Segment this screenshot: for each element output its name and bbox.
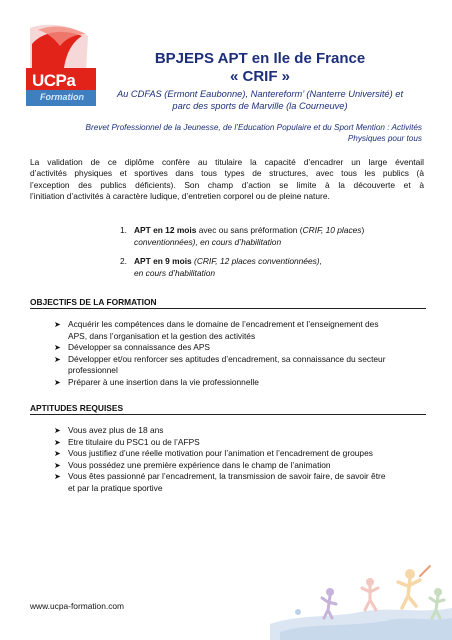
arrow-bullet-icon: ➤: [54, 343, 61, 353]
list-item: [54, 425, 426, 437]
footer-url: www.ucpa-formation.com: [30, 601, 125, 611]
arrow-bullet-icon: ➤: [54, 426, 61, 435]
intro-line: d’activités physiques et sportives dans tous types de structures, avec tous les publics (à: [30, 168, 424, 179]
arrow-bullet-icon: ➤: [54, 460, 61, 470]
document-title-line1: BPJEPS APT en Ile de France: [154, 50, 366, 67]
format-note: CRIF, 10 places: [302, 225, 362, 235]
list-item: [54, 471, 426, 494]
list-item-text: Développer sa connaissance des APS: [68, 342, 210, 353]
list-item: [54, 319, 426, 342]
locations-line2: parc des sports de Marville (la Courneuve): [172, 101, 348, 111]
list-item: [54, 437, 426, 449]
section-divider: [30, 414, 426, 415]
format-note: (CRIF, 12 places conventionnées),: [194, 256, 322, 266]
list-item: [54, 377, 426, 389]
list-item-text: Vous êtes passionné par l’encadrement, la transmission de savoir faire, de savoir être: [68, 471, 386, 482]
format-line2: conventionnées), en cours d’habilitation: [134, 236, 282, 247]
locations-line1: Au CDFAS (Ermont Eaubonne), Nantereform’ (Nanterre Université) et: [116, 89, 404, 99]
list-item-text: Vous avez plus de 18 ans: [68, 425, 164, 435]
brevet-line1: Brevet Professionnel de la Jeunesse, de l’Education Populaire et du Sport Mention : Activités: [85, 123, 422, 132]
list-item-text: Préparer à une insertion dans la vie professionnelle: [68, 376, 259, 387]
format-line1: [134, 225, 364, 237]
list-item: [54, 342, 426, 354]
format-number: 2.: [120, 256, 127, 266]
format-number: 1.: [120, 225, 127, 235]
list-item-text: et par la pratique sportive: [68, 482, 163, 493]
arrow-bullet-icon: ➤: [54, 354, 61, 364]
arrow-bullet-icon: ➤: [54, 472, 61, 482]
brevet-line2: Physiques pour tous: [347, 134, 422, 143]
logo-subtitle-text: Formation: [40, 92, 84, 102]
list-item-text: Vous possédez une première expérience dans le champ de l’animation: [68, 459, 331, 470]
objectifs-list: [54, 319, 426, 389]
format-line2: en cours d’habilitation: [134, 267, 216, 278]
list-item-text: Développer et/ou renforcer ses aptitudes d’encadrement, sa connaissance du secteur: [68, 353, 386, 364]
section-divider: [30, 308, 426, 309]
sports-scene-illustration: [270, 552, 452, 640]
logo-brand-text: UCPa: [32, 71, 76, 90]
format-text: avec ou sans préformation (: [196, 225, 303, 235]
arrow-bullet-icon: ➤: [54, 320, 61, 329]
document-title-line2: « CRIF »: [229, 68, 290, 85]
format-close: ): [361, 225, 365, 235]
intro-line: l’initiation d’activités à caractère ludique, d’entretien corporel ou de pleine nature.: [30, 191, 330, 202]
ucpa-formation-logo: [26, 22, 96, 108]
section-heading-objectifs: OBJECTIFS DE LA FORMATION: [30, 297, 157, 307]
list-item-text: professionnel: [68, 365, 118, 376]
intro-line: La validation de ce diplôme confère au titulaire la capacité d’encadrer un large éventail: [30, 157, 424, 167]
list-item-text: Vous justifiez d’une réelle motivation pour l’animation et l’encadrement de groupes: [68, 448, 373, 459]
format-duration: APT en 9 mois: [134, 256, 192, 266]
list-item-text: APS, dans l’organisation et la gestion des activités: [68, 330, 256, 341]
aptitudes-list: [54, 425, 426, 495]
list-item: [54, 354, 426, 377]
list-item: [54, 448, 426, 460]
arrow-bullet-icon: ➤: [54, 437, 61, 447]
section-heading-aptitudes: APTITUDES REQUISES: [30, 403, 124, 413]
format-line1: [134, 256, 322, 268]
intro-line: l’exception des publics déficients). Son champ d’action se limite à la découverte et à: [30, 179, 424, 190]
list-item-text: Etre titulaire du PSC1 ou de l’AFPS: [68, 436, 200, 447]
list-item-text: Acquérir les compétences dans le domaine de l’encadrement et l’enseignement des: [68, 319, 379, 329]
arrow-bullet-icon: ➤: [54, 377, 61, 387]
ball-icon: [295, 609, 301, 615]
arrow-bullet-icon: ➤: [54, 449, 61, 459]
format-duration: APT en 12 mois: [134, 225, 197, 235]
list-item: [54, 460, 426, 472]
intro-paragraph: [30, 157, 424, 203]
